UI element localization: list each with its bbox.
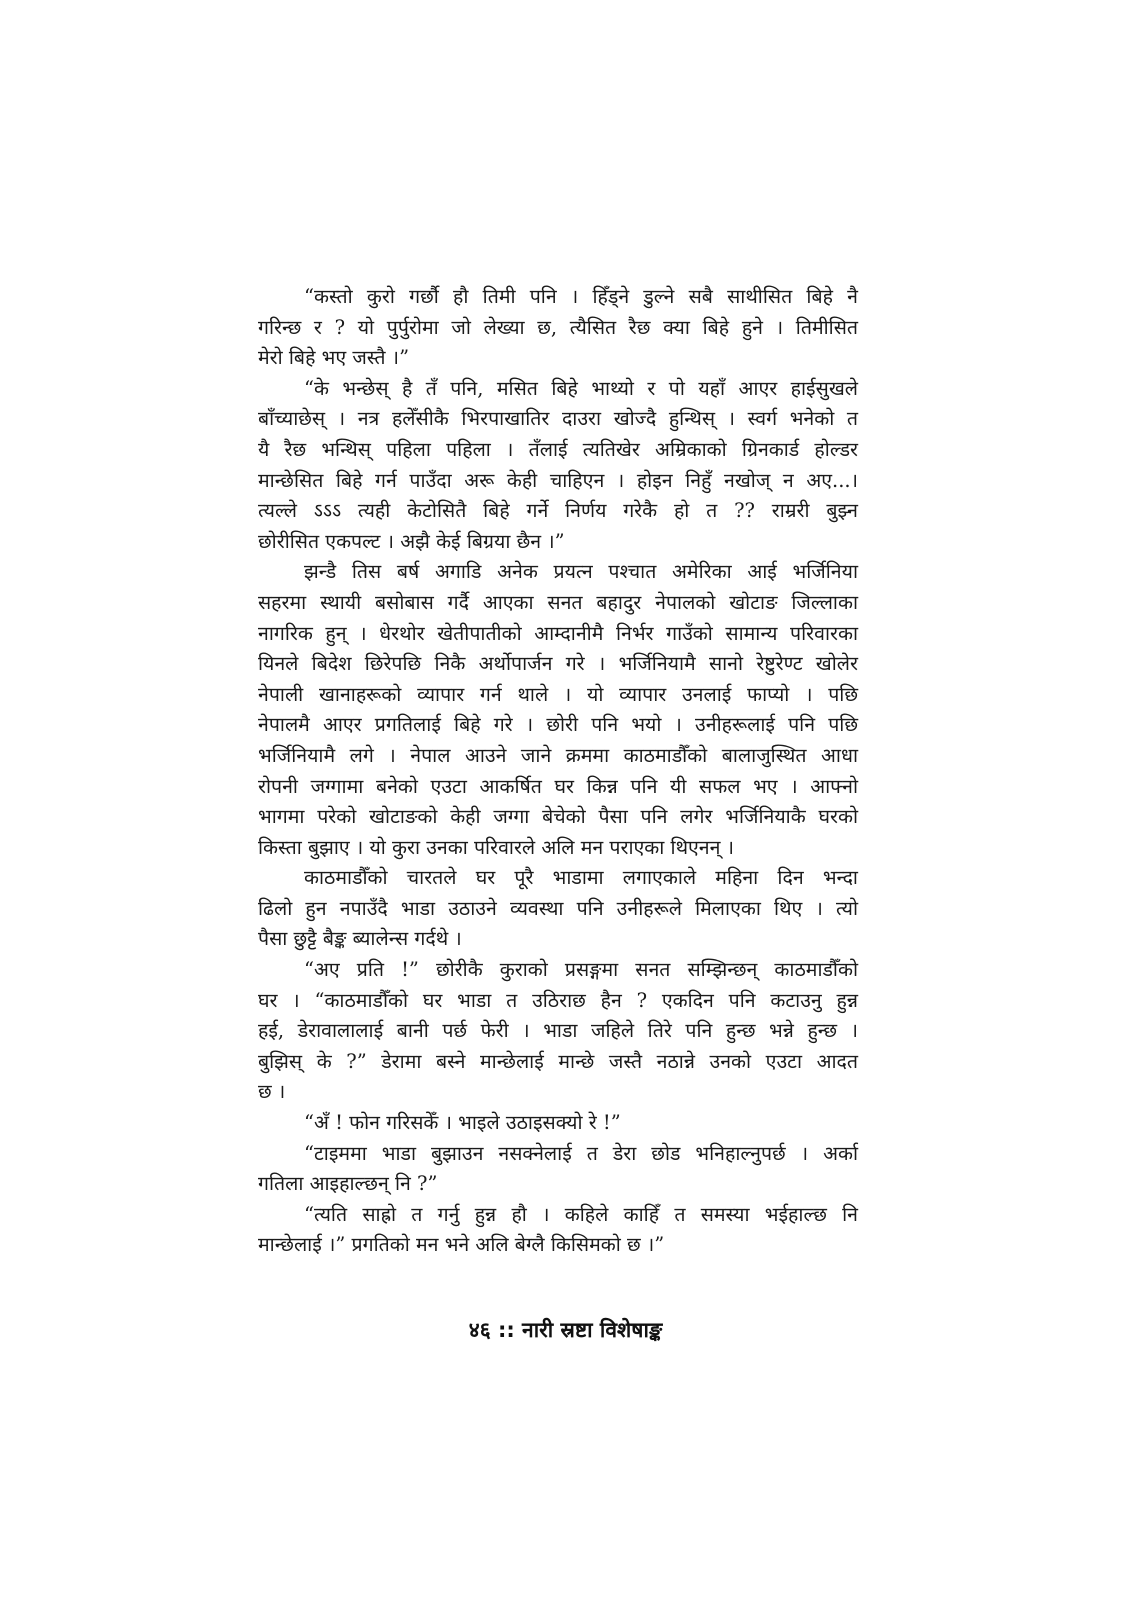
text-line: यिनले बिदेश छिरेपछि निकै अर्थोपार्जन गरे । भर्जिनियामै सानो रेष्टुरेण्ट खोलेर bbox=[258, 652, 858, 676]
text-line: मान्छेलाई ।” प्रगतिको मन भने अलि बेग्लै किसिमको छ ।” bbox=[258, 1233, 665, 1257]
text-line: मान्छेसित बिहे गर्न पाउँदा अरू केही चाहिएन । होइन निहुँ नखोज् न अए...। bbox=[258, 468, 858, 492]
text-line: बुझिस् के ?” डेरामा बस्ने मान्छेलाई मान्छे जस्तै नठान्ने उनको एउटा आदत bbox=[258, 1049, 858, 1073]
text-line: त्यल्ले ऽऽऽ त्यही केटोसितै बिहे गर्ने निर्णय गरेकै हो त ?? राम्ररी बुझ्न bbox=[258, 499, 858, 523]
paragraph bbox=[258, 374, 858, 558]
text-line: नेपाली खानाहरूको व्यापार गर्न थाले । यो व्यापार उनलाई फाप्यो । पछि bbox=[258, 682, 858, 706]
text-line: बाँच्याछेस् । नत्र हलेँसीकै भिरपाखातिर दाउरा खोज्दै हुन्थिस् । स्वर्ग भनेको त bbox=[258, 407, 858, 431]
paragraph bbox=[258, 557, 858, 863]
text-line: झन्डै तिस बर्ष अगाडि अनेक प्रयत्न पश्चात अमेरिका आई भर्जिनिया bbox=[304, 560, 858, 584]
text-line: भर्जिनियामै लगे । नेपाल आउने जाने क्रममा काठमाडौँको बालाजुस्थित आधा bbox=[258, 743, 858, 767]
text-line: घर । “काठमाडौँको घर भाडा त उठिराछ हैन ? एकदिन पनि कटाउनु हुन्न bbox=[258, 988, 858, 1012]
text-line: सहरमा स्थायी बसोबास गर्दै आएका सनत बहादुर नेपालको खोटाङ जिल्लाका bbox=[258, 590, 858, 614]
text-line: किस्ता बुझाए । यो कुरा उनका परिवारले अलि मन पराएका थिएनन् । bbox=[258, 835, 735, 859]
paragraph bbox=[258, 955, 858, 1108]
text-line: पैसा छुट्टै बैङ्क ब्यालेन्स गर्दथे । bbox=[258, 927, 462, 951]
text-line: काठमाडौँको चारतले घर पूरै भाडामा लगाएकाले महिना दिन भन्दा bbox=[304, 866, 858, 890]
text-line: गतिला आइहाल्छन् नि ?” bbox=[258, 1172, 438, 1196]
text-line: “अए प्रति !” छोरीकै कुराको प्रसङ्गमा सनत सम्झिन्छन् काठमाडौँको bbox=[304, 958, 858, 982]
text-line: भागमा परेको खोटाङको केही जग्गा बेचेको पैसा पनि लगेर भर्जिनियाकै घरको bbox=[258, 805, 858, 829]
text-line: “त्यति साह्रो त गर्नु हुन्न हौ । कहिले काहिँ त समस्या भईहाल्छ नि bbox=[304, 1202, 858, 1226]
paragraph bbox=[258, 282, 858, 374]
page-footer: ४६ :: नारी स्रष्टा विशेषाङ्क bbox=[468, 1318, 663, 1342]
text-line: यै रैछ भन्थिस् पहिला पहिला । तँलाई त्यतिखेर अम्रिकाको ग्रिनकार्ड होल्डर bbox=[258, 437, 858, 461]
text-line: “कस्तो कुरो गर्छौ हौ तिमी पनि । हिँड्ने डुल्ने सबै साथीसित बिहे नै bbox=[304, 285, 858, 308]
text-line: “अँ ! फोन गरिसकेँ । भाइले उठाइसक्यो रे !” bbox=[304, 1111, 621, 1135]
text-line: “के भन्छेस् है तँ पनि, मसित बिहे भाथ्यो र पो यहाँ आएर हाईसुखले bbox=[304, 376, 858, 400]
text-line: नागरिक हुन् । धेरथोर खेतीपातीको आम्दानीमै निर्भर गाउँको सामान्य परिवारका bbox=[258, 621, 858, 645]
paragraph bbox=[258, 1108, 858, 1139]
text-line: नेपालमै आएर प्रगतिलाई बिहे गरे । छोरी पनि भयो । उनीहरूलाई पनि पछि bbox=[258, 713, 858, 737]
paragraph bbox=[258, 863, 858, 955]
text-line: “टाइममा भाडा बुझाउन नसक्नेलाई त डेरा छोड भनिहाल्नुपर्छ । अर्का bbox=[304, 1141, 858, 1165]
paragraph bbox=[258, 1139, 858, 1200]
text-line: रोपनी जग्गामा बनेको एउटा आकर्षित घर किन्न पनि यी सफल भए । आफ्नो bbox=[258, 774, 858, 798]
text-line: हई, डेरावालालाई बानी पर्छ फेरी । भाडा जहिले तिरे पनि हुन्छ भन्ने हुन्छ । bbox=[258, 1019, 858, 1043]
text-line: छ । bbox=[258, 1080, 286, 1104]
text-line: गरिन्छ र ? यो पुर्पुरोमा जो लेख्या छ, त्यैसित रैछ क्या बिहे हुने । तिमीसित bbox=[258, 315, 858, 339]
body-text bbox=[258, 282, 858, 1261]
text-line: छोरीसित एकपल्ट । अझै केई बिग्रया छैन ।” bbox=[258, 529, 565, 553]
text-line: मेरो बिहे भए जस्तै ।” bbox=[258, 346, 410, 370]
text-line: ढिलो हुन नपाउँदै भाडा उठाउने व्यवस्था पनि उनीहरूले मिलाएका थिए । त्यो bbox=[258, 896, 858, 920]
paragraph bbox=[258, 1200, 858, 1261]
